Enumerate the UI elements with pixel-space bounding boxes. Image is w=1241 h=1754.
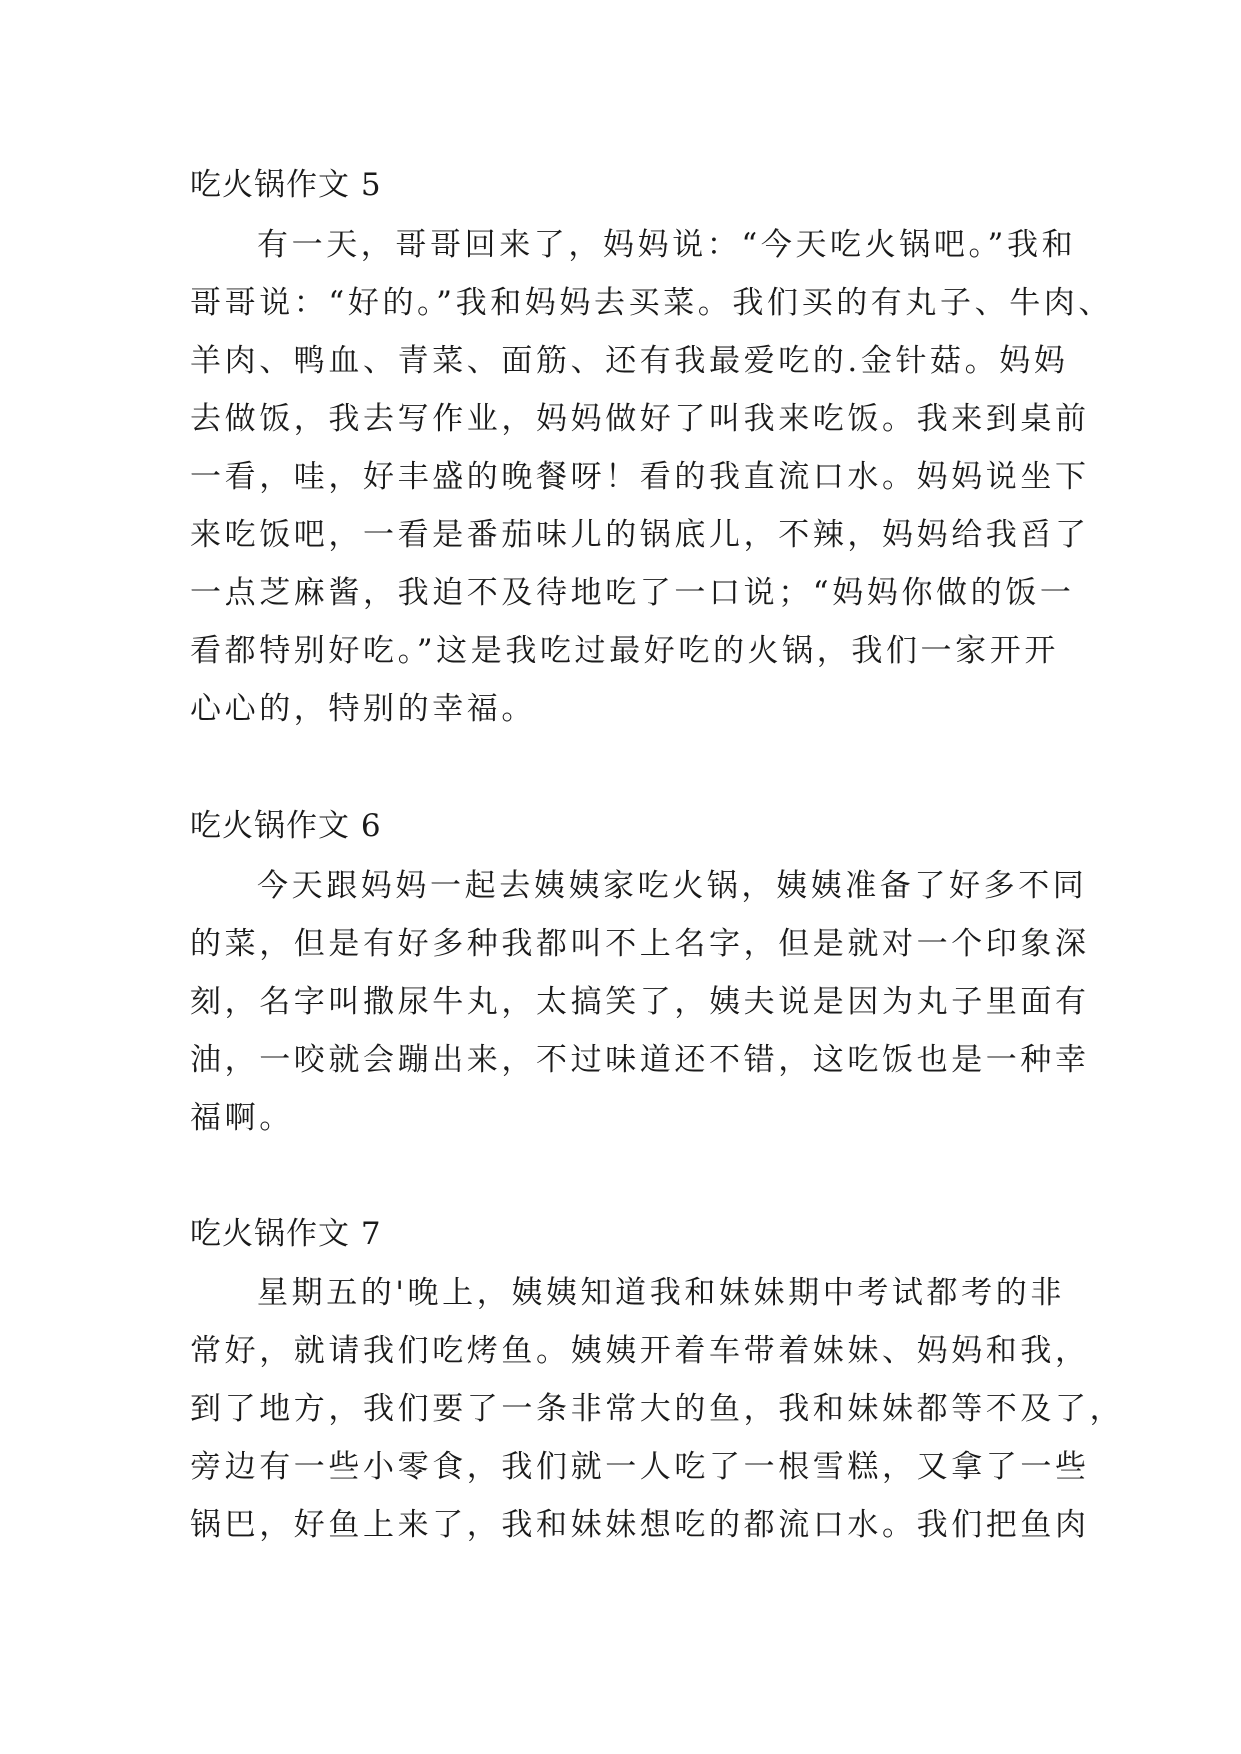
paragraph-line: 到了地方，我们要了一条非常大的鱼，我和妹妹都等不及了， xyxy=(190,1391,1125,1427)
paragraph-line: 刻，名字叫撒尿牛丸，太搞笑了，姨夫说是因为丸子里面有 xyxy=(190,984,1090,1020)
paragraph-line: 油，一咬就会蹦出来，不过味道还不错，这吃饭也是一种幸 xyxy=(190,1042,1090,1078)
paragraph-line: 星期五的'晚上，姨姨知道我和妹妹期中考试都考的非 xyxy=(257,1275,1065,1311)
paragraph-line: 旁边有一些小零食，我们就一人吃了一根雪糕，又拿了一些 xyxy=(190,1449,1090,1485)
paragraph-line: 今天跟妈妈一起去姨姨家吃火锅，姨姨准备了好多不同 xyxy=(257,868,1088,904)
section-heading: 吃火锅作文 6 xyxy=(190,808,382,844)
paragraph-line: 锅巴，好鱼上来了，我和妹妹想吃的都流口水。我们把鱼肉 xyxy=(190,1507,1090,1543)
section-heading: 吃火锅作文 7 xyxy=(190,1216,382,1252)
paragraph-line: 一看，哇，好丰盛的晚餐呀！看的我直流口水。妈妈说坐下 xyxy=(190,459,1090,495)
paragraph-line: 的菜，但是有好多种我都叫不上名字，但是就对一个印象深 xyxy=(190,926,1090,962)
paragraph-line: 心心的，特别的幸福。 xyxy=(190,691,536,727)
paragraph-line: 哥哥说：“好的。”我和妈妈去买菜。我们买的有丸子、牛肉、 xyxy=(190,285,1113,321)
paragraph-line: 看都特别好吃。”这是我吃过最好吃的火锅，我们一家开开 xyxy=(190,633,1059,669)
paragraph-line: 羊肉、鸭血、青菜、面筋、还有我最爱吃的.金针菇。妈妈 xyxy=(190,343,1069,379)
paragraph-line: 有一天，哥哥回来了，妈妈说：“今天吃火锅吧。”我和 xyxy=(257,227,1077,263)
section-heading: 吃火锅作文 5 xyxy=(190,167,382,203)
paragraph-line: 来吃饭吧，一看是番茄味儿的锅底儿，不辣，妈妈给我舀了 xyxy=(190,517,1090,553)
paragraph-line: 一点芝麻酱，我迫不及待地吃了一口说；“妈妈你做的饭一 xyxy=(190,575,1075,611)
paragraph-line: 常好，就请我们吃烤鱼。姨姨开着车带着妹妹、妈妈和我， xyxy=(190,1333,1090,1369)
paragraph-line: 去做饭，我去写作业，妈妈做好了叫我来吃饭。我来到桌前 xyxy=(190,401,1090,437)
paragraph-line: 福啊。 xyxy=(190,1100,294,1136)
